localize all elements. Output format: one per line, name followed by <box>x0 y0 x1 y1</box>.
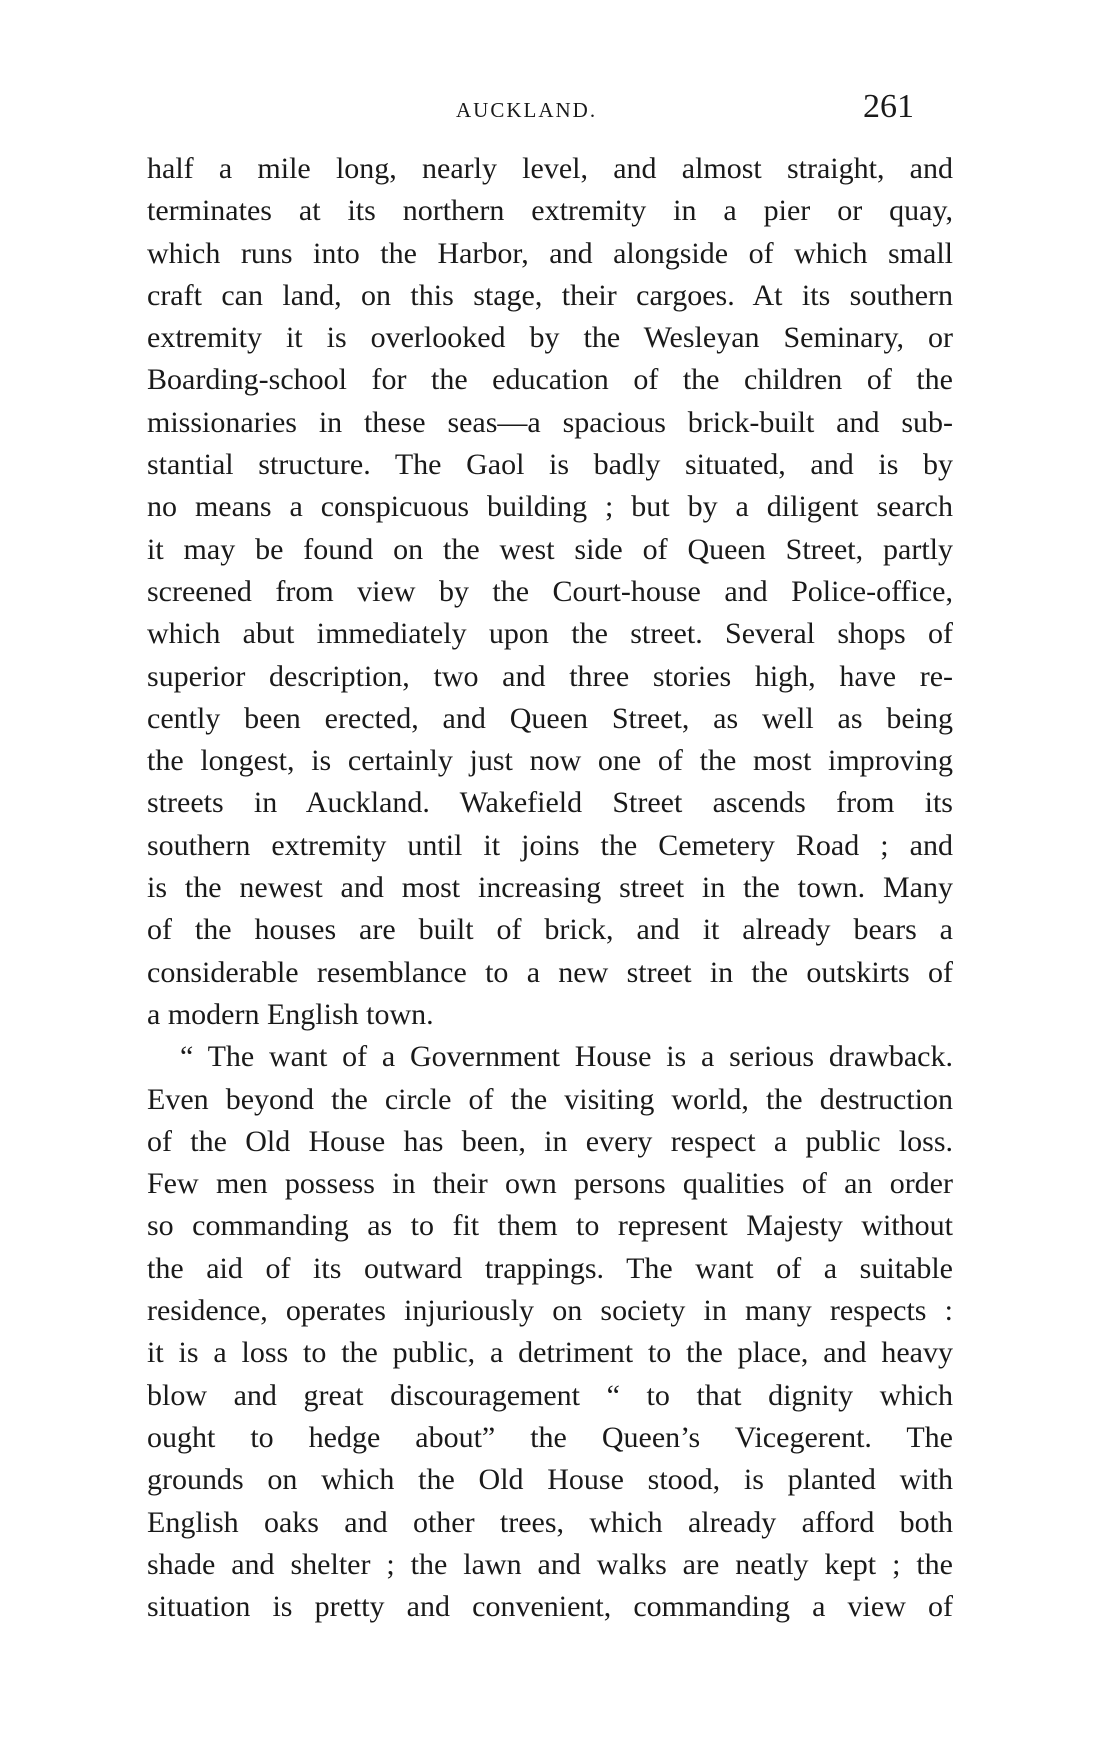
text-line: ought to hedge about” the Queen’s Vicegerent. The <box>147 1420 953 1454</box>
text-line: Boarding-school for the education of the children of the <box>147 363 953 397</box>
text-line: English oaks and other trees, which already afford both <box>147 1505 953 1539</box>
text-line: is the newest and most increasing street in the town. Many <box>147 871 953 905</box>
text-line: Even beyond the circle of the visiting world, the destruction <box>147 1082 953 1116</box>
text-line: grounds on which the Old House stood, is planted with <box>147 1463 953 1497</box>
text-line: “ The want of a Government House is a serious drawback. <box>180 1040 953 1074</box>
text-line: of the Old House has been, in every respect a public loss. <box>147 1124 953 1158</box>
text-line: superior description, two and three stories high, have re- <box>147 659 953 693</box>
body-text <box>143 148 953 1628</box>
text-line: situation is pretty and convenient, commanding a view of <box>147 1590 953 1624</box>
text-line: terminates at its northern extremity in a pier or quay, <box>147 194 953 228</box>
text-line: blow and great discouragement “ to that dignity which <box>147 1378 953 1412</box>
text-line: craft can land, on this stage, their cargoes. At its southern <box>147 278 953 312</box>
text-line: of the houses are built of brick, and it already bears a <box>147 913 953 947</box>
text-line: which runs into the Harbor, and alongside of which small <box>147 236 953 270</box>
text-line: which abut immediately upon the street. Several shops of <box>147 617 953 651</box>
text-line: a modern English town. <box>147 997 434 1031</box>
text-line: so commanding as to fit them to represent Majesty without <box>147 1209 953 1243</box>
text-line: the longest, is certainly just now one of the most improving <box>147 744 953 778</box>
text-line: considerable resemblance to a new street in the outskirts of <box>147 955 953 989</box>
text-line: the aid of its outward trappings. The want of a suitable <box>147 1251 953 1285</box>
text-line: residence, operates injuriously on society in many respects : <box>147 1294 953 1328</box>
text-line: Few men possess in their own persons qualities of an order <box>147 1167 953 1201</box>
page-number: 261 <box>863 88 914 125</box>
text-line: half a mile long, nearly level, and almost straight, and <box>147 152 953 185</box>
text-line: shade and shelter ; the lawn and walks are neatly kept ; the <box>147 1547 953 1581</box>
text-line: cently been erected, and Queen Street, as well as being <box>147 701 953 735</box>
text-line: screened from view by the Court-house and Police-office, <box>147 574 953 608</box>
running-title: AUCKLAND. <box>456 98 598 122</box>
text-line: streets in Auckland. Wakefield Street ascends from its <box>147 786 953 820</box>
running-head <box>0 88 1114 132</box>
text-line: it may be found on the west side of Queen Street, partly <box>147 532 953 566</box>
text-line: stantial structure. The Gaol is badly situated, and is by <box>147 448 953 482</box>
text-line: southern extremity until it joins the Cemetery Road ; and <box>147 828 953 862</box>
text-line: no means a conspicuous building ; but by a diligent search <box>147 490 953 524</box>
text-line: extremity it is overlooked by the Wesleyan Seminary, or <box>147 321 953 355</box>
text-line: it is a loss to the public, a detriment to the place, and heavy <box>147 1336 953 1370</box>
text-line: missionaries in these seas—a spacious brick-built and sub- <box>147 405 953 439</box>
